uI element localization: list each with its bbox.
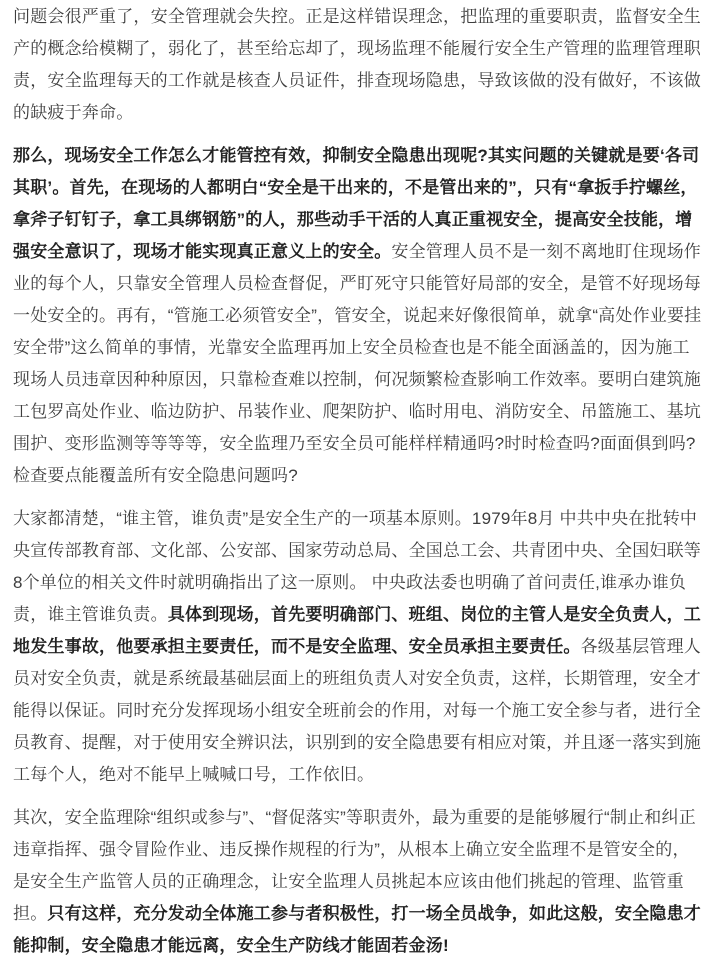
- bold-text-run: 那么，现场安全工作怎么才能管控有效，抑制安全隐患出现呢?其实问题的关键就是要‘各司其职’。首先，在现场的人都明白“安全是干出来的，不是管出来的”，只有“拿扳手拧螺丝，拿斧子钉钉子，拿工具绑钢筋”的人，那些动手干活的人真正重视安全，提高安全技能，增强安全意识了，现场才能实现真正意义上的安全。: [13, 146, 700, 261]
- text-run: 大家都清楚，“谁主管，谁负责”是安全生产的一项基本原则。1979年8月 中共中央在批转中央宣传部教育部、文化部、公安部、国家劳动总局、全国总工会、共青团中央、全国妇联等8个单位的相关文件时就明确指出了这一原则。 中央政法委也明确了首问责任,谁承办谁负责，谁主管谁负责。: [13, 509, 701, 624]
- text-run: 其次，安全监理除“组织或参与”、“督促落实”等职责外，最为重要的是能够履行“制止和纠正违章指挥、强令冒险作业、违反操作规程的行为”，从根本上确立安全监理不是管安全的，是安全生产监管人员的正确理念，让安全监理人员挑起本应该由他们挑起的管理、监管重担。: [13, 808, 696, 923]
- paragraph-4: [13, 802, 706, 962]
- bold-text-run: 具体到现场，首先要明确部门、班组、岗位的主管人是安全负责人，工地发生事故，他要承担主要责任，而不是安全监理、安全员承担主要责任。: [13, 605, 702, 656]
- text-run: 各级基层管理人员对安全负责，就是系统最基础层面上的班组负责人对安全负责，这样，长期管理，安全才能得以保证。同时充分发挥现场小组安全班前会的作用，对每一个施工安全参与者，进行全员教育、提醒，对于使用安全辨识法，识别到的安全隐患要有相应对策，并且逐一落实到施工每个人，绝对不能早上喊喊口号，工作依旧。: [13, 637, 702, 784]
- paragraph-1: [13, 1, 706, 129]
- paragraph-2: [13, 140, 706, 492]
- paragraph-3: [13, 503, 706, 791]
- text-run: 安全管理人员不是一刻不离地盯住现场作业的每个人，只靠安全管理人员检查督促，严盯死守只能管好局部的安全，是管不好现场每一处安全的。再有，“管施工必须管安全”，管安全，说起来好像很简单，就拿“高处作业要挂安全带”这么简单的事情，光靠安全监理再加上安全员检查也是不能全面涵盖的，因为施工现场人员违章因种种原因，只靠检查难以控制，何况频繁检查影响工作效率。要明白建筑施工包罗高处作业、临边防护、吊装作业、爬架防护、临时用电、消防安全、吊篮施工、基坑围护、变形监测等等等等，安全监理乃至安全员可能样样精通吗?时时检查吗?面面俱到吗?检查要点能覆盖所有安全隐患问题吗?: [13, 242, 702, 485]
- text-run: 问题会很严重了，安全管理就会失控。正是这样错误理念，把监理的重要职责，监督安全生产的概念给模糊了，弱化了，甚至给忘却了，现场监理不能履行安全生产管理的监理管理职责，安全监理每天的工作就是核查人员证件，排查现场隐患，导致该做的没有做好，不该做的缺疲于奔命。: [13, 7, 701, 122]
- bold-text-run: 只有这样，充分发动全体施工参与者积极性，打一场全员战争，如此这般，安全隐患才能抑制，安全隐患才能远离，安全生产防线才能固若金汤!: [13, 904, 702, 955]
